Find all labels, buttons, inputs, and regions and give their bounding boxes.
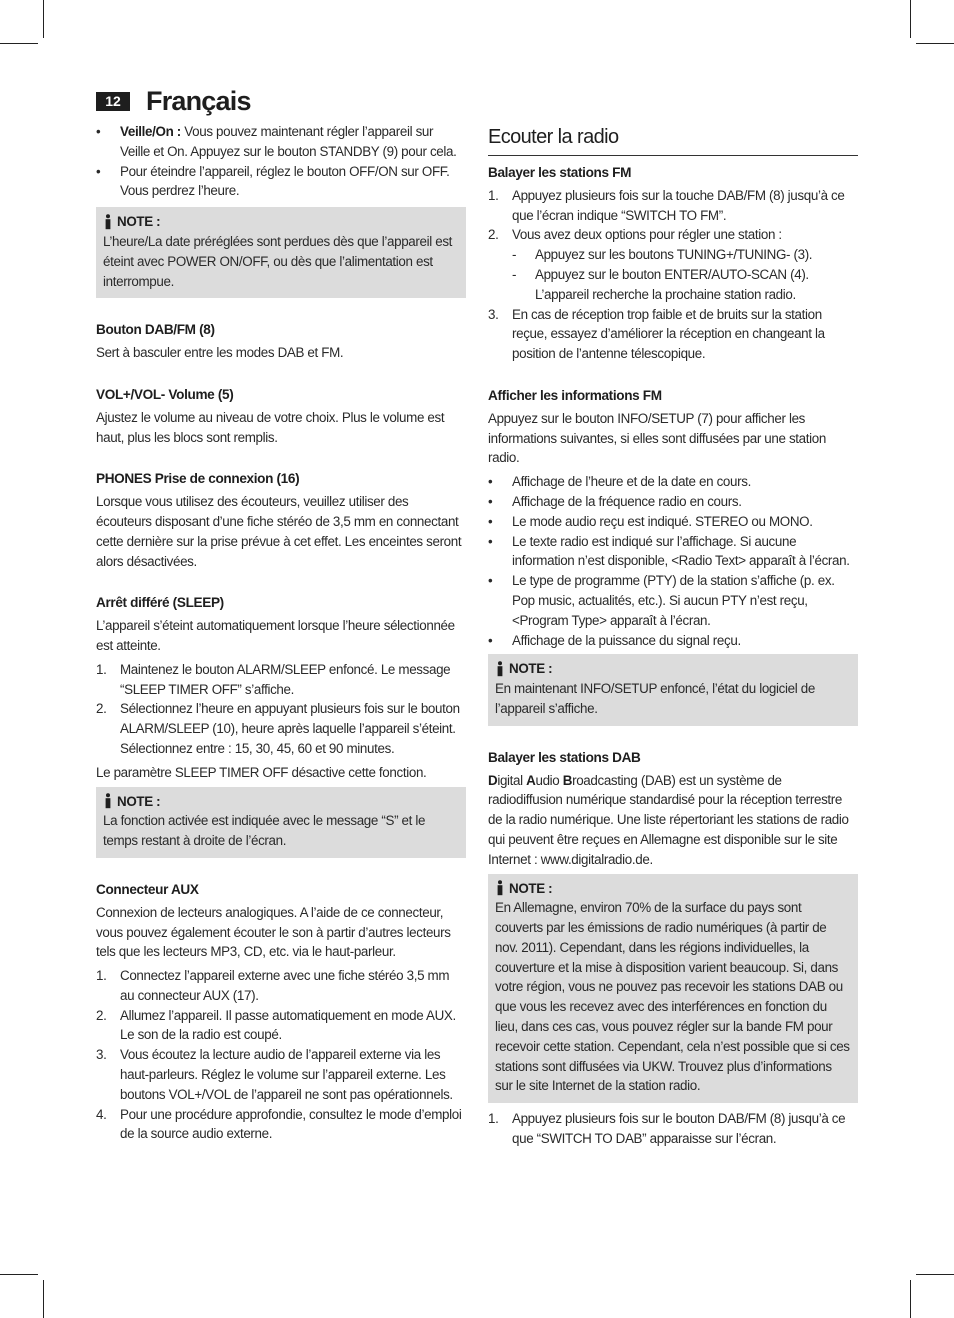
bullet-list <box>96 122 466 201</box>
crop-mark <box>916 1274 954 1275</box>
bullet-list <box>488 472 858 650</box>
section-title: Ecouter la radio <box>488 122 858 156</box>
section-heading: Bouton DAB/FM (8) <box>96 322 215 338</box>
paragraph: Lorsque vous utilisez des écouteurs, veuillez utiliser des écouteurs disposant d’une fiche stéréo de 3,5 mm en connectant cette dernière sur la prise prévue à cet effet. Les enceintes seront alors désactivées. <box>96 494 462 569</box>
note-text: L’heure/La date préréglées sont perdues dès que l’appareil est éteint avec POWER ON/OFF, ou dès que l’alimentation est interrompue. <box>103 233 453 289</box>
page-title: Français <box>146 86 251 116</box>
section-heading: Connecteur AUX <box>96 881 199 897</box>
section-heading: PHONES Prise de connexion (16) <box>96 471 300 487</box>
list-item: • Veille/On : Vous pouvez maintenant régler l’appareil sur Veille et On. Appuyez sur le bouton STANDBY (9) pour cela. <box>96 124 457 159</box>
note-text: En Allemagne, environ 70% de la surface du pays sont couverts par les émissions de radio numériques (à partir de nov. 2011). Cependant, dans les régions individuelles, la couverture et la mise à disposition varient beaucoup. Si, dans votre région, vous ne pouvez pas recevoir les stations DAB ou que vous les recevez avec des interférences en fonction du lieu, dans ces cas, vous pouvez régler sur la bande FM pour recevoir cette station. Cependant, cela n’est possible que si ces stations sont diffusées via UKW. Trouvez plus d’informations sur le site Internet de la station radio. <box>495 900 850 1094</box>
right-column <box>488 122 858 1153</box>
crop-mark <box>916 43 954 44</box>
note-text: En maintenant INFO/SETUP enfoncé, l’état du logiciel de l’appareil s’affiche. <box>495 681 815 716</box>
numbered-list <box>488 186 858 364</box>
left-column <box>96 122 466 1148</box>
paragraph: Appuyez sur le bouton INFO/SETUP (7) pour afficher les informations suivantes, si elles sont diffusées par une station radio. <box>488 410 826 466</box>
list-item: 3. En cas de réception trop faible et de bruits sur la station reçue, essayez d’améliorer la réception en changeant la position de l’antenne télescopique. <box>488 306 825 362</box>
info-icon <box>103 793 113 809</box>
section-heading: Balayer les stations DAB <box>488 749 641 765</box>
section-heading: Balayer les stations FM <box>488 165 632 180</box>
note-box: NOTE : En maintenant INFO/SETUP enfoncé, l’état du logiciel de l’appareil s’affiche. <box>488 654 858 725</box>
list-item: • Affichage de la puissance du signal reçu. <box>488 632 741 648</box>
paragraph: Digital Audio Broadcasting (DAB) est un système de radiodiffusion numérique standardisé pour la réception terrestre de la radio numérique. Une liste répertoriant les stations de radio qui peuvent être reçues en Allemagne est disponible sur le site Internet : www.digitalradio.de. <box>488 772 849 867</box>
list-item: • Affichage de l’heure et de la date en cours. <box>488 474 751 490</box>
crop-mark <box>43 0 44 38</box>
list-item: • Le mode audio reçu est indiqué. STEREO ou MONO. <box>488 513 813 529</box>
crop-mark <box>910 1280 911 1318</box>
page-number: 12 <box>96 92 130 111</box>
paragraph: Ajustez le volume au niveau de votre choix. Plus le volume est haut, plus les blocs sont remplis. <box>96 409 445 445</box>
note-text: La fonction activée est indiquée avec le message “S” et le temps restant à droite de l’écran. <box>103 813 426 849</box>
numbered-list <box>96 660 466 759</box>
paragraph: L’appareil s’éteint automatiquement lorsque l’heure sélectionnée est atteinte. <box>96 618 455 653</box>
section-heading: Afficher les informations FM <box>488 387 662 403</box>
list-item: 2. Vous avez deux options pour régler une station : <box>488 227 782 243</box>
numbered-list <box>96 966 466 1144</box>
list-item: • Le texte radio est indiqué sur l’affichage. Si aucune information n’est disponible, <Radio Text> apparaît à l’écran. <box>488 533 850 569</box>
crop-mark <box>910 0 911 38</box>
info-icon <box>103 214 113 230</box>
numbered-list <box>488 1109 858 1149</box>
note-box: NOTE : La fonction activée est indiquée avec le message “S” et le temps restant à droite de l’écran. <box>96 787 466 858</box>
list-item: • Affichage de la fréquence radio en cours. <box>488 493 742 509</box>
list-item: 1. Appuyez plusieurs fois sur la touche DAB/FM (8) jusqu’à ce que l’écran indique “SWITCH TO FM”. <box>488 187 845 223</box>
paragraph: Connexion de lecteurs analogiques. A l’aide de ce connecteur, vous pouvez également écouter le son à partir d’autres lecteurs tels que les lecteurs MP3, CD, etc. via le haut-parleur. <box>96 904 451 960</box>
list-item: • Le type de programme (PTY) de la station s’affiche (p. ex. Pop music, actualités, etc.). Si aucun PTY n’est reçu, <Program Type> apparaît à l’écran. <box>488 573 835 628</box>
note-box: NOTE : L’heure/La date préréglées sont perdues dès que l’appareil est éteint avec POWER ON/OFF, ou dès que l’alimentation est interrompue. <box>96 207 466 298</box>
list-item: 4. Pour une procédure approfondie, consultez le mode d’emploi de la source audio externe. <box>96 1106 462 1142</box>
section-heading: Arrêt différé (SLEEP) <box>96 595 224 611</box>
list-item: 1. Appuyez plusieurs fois sur le bouton DAB/FM (8) jusqu’à ce que “SWITCH TO DAB” apparaisse sur l’écran. <box>488 1111 846 1147</box>
list-item: 1. Maintenez le bouton ALARM/SLEEP enfoncé. Le message “SLEEP TIMER OFF” s’affiche. <box>96 661 451 697</box>
list-item: - Appuyez sur les boutons TUNING+/TUNING- (3). <box>512 247 813 263</box>
info-icon <box>495 661 505 677</box>
crop-mark <box>43 1280 44 1318</box>
paragraph: Le paramètre SLEEP TIMER OFF désactive cette fonction. <box>96 764 427 780</box>
crop-mark <box>0 43 38 44</box>
list-item: 1. Connectez l’appareil externe avec une fiche stéréo 3,5 mm au connecteur AUX (17). <box>96 968 450 1003</box>
note-box: NOTE : En Allemagne, environ 70% de la surface du pays sont couverts par les émissions de radio numériques (à partir de nov. 2011). Cependant, dans les régions individuelles, la couverture et la mise à disposition varient beaucoup. Si, dans votre région, vous ne pouvez pas recevoir les stations DAB ou que vous les recevez avec des interférences en fonction du lieu, dans ces cas, vous pouvez régler sur la bande FM pour recevoir cette station. Cependant, cela n’est possible que si ces stations sont diffusées via UKW. Trouvez plus d’informations sur le site Internet de la station radio. <box>488 874 858 1104</box>
list-item: 2. Sélectionnez l’heure en appuyant plusieurs fois sur le bouton ALARM/SLEEP (10), heure après laquelle l’appareil s’éteint. Sélectionnez entre : 15, 30, 45, 60 et 90 minutes. <box>96 701 460 756</box>
paragraph: Sert à basculer entre les modes DAB et FM. <box>96 345 344 361</box>
info-icon <box>495 880 505 896</box>
list-item: 2. Allumez l’appareil. Il passe automatiquement en mode AUX. Le son de la radio est coupé. <box>96 1007 456 1043</box>
list-item: - Appuyez sur le bouton ENTER/AUTO-SCAN (4). L’appareil recherche la prochaine station radio. <box>512 266 809 302</box>
crop-mark <box>0 1274 38 1275</box>
list-item: • Pour éteindre l’appareil, réglez le bouton OFF/ON sur OFF. Vous perdrez l’heure. <box>96 163 450 199</box>
section-heading: VOL+/VOL- Volume (5) <box>96 386 234 402</box>
list-item: 3. Vous écoutez la lecture audio de l’appareil externe via les haut-parleurs. Réglez le volume sur l’appareil externe. Les boutons VOL+/VOL de l’appareil ne sont pas opérationnels. <box>96 1047 453 1102</box>
